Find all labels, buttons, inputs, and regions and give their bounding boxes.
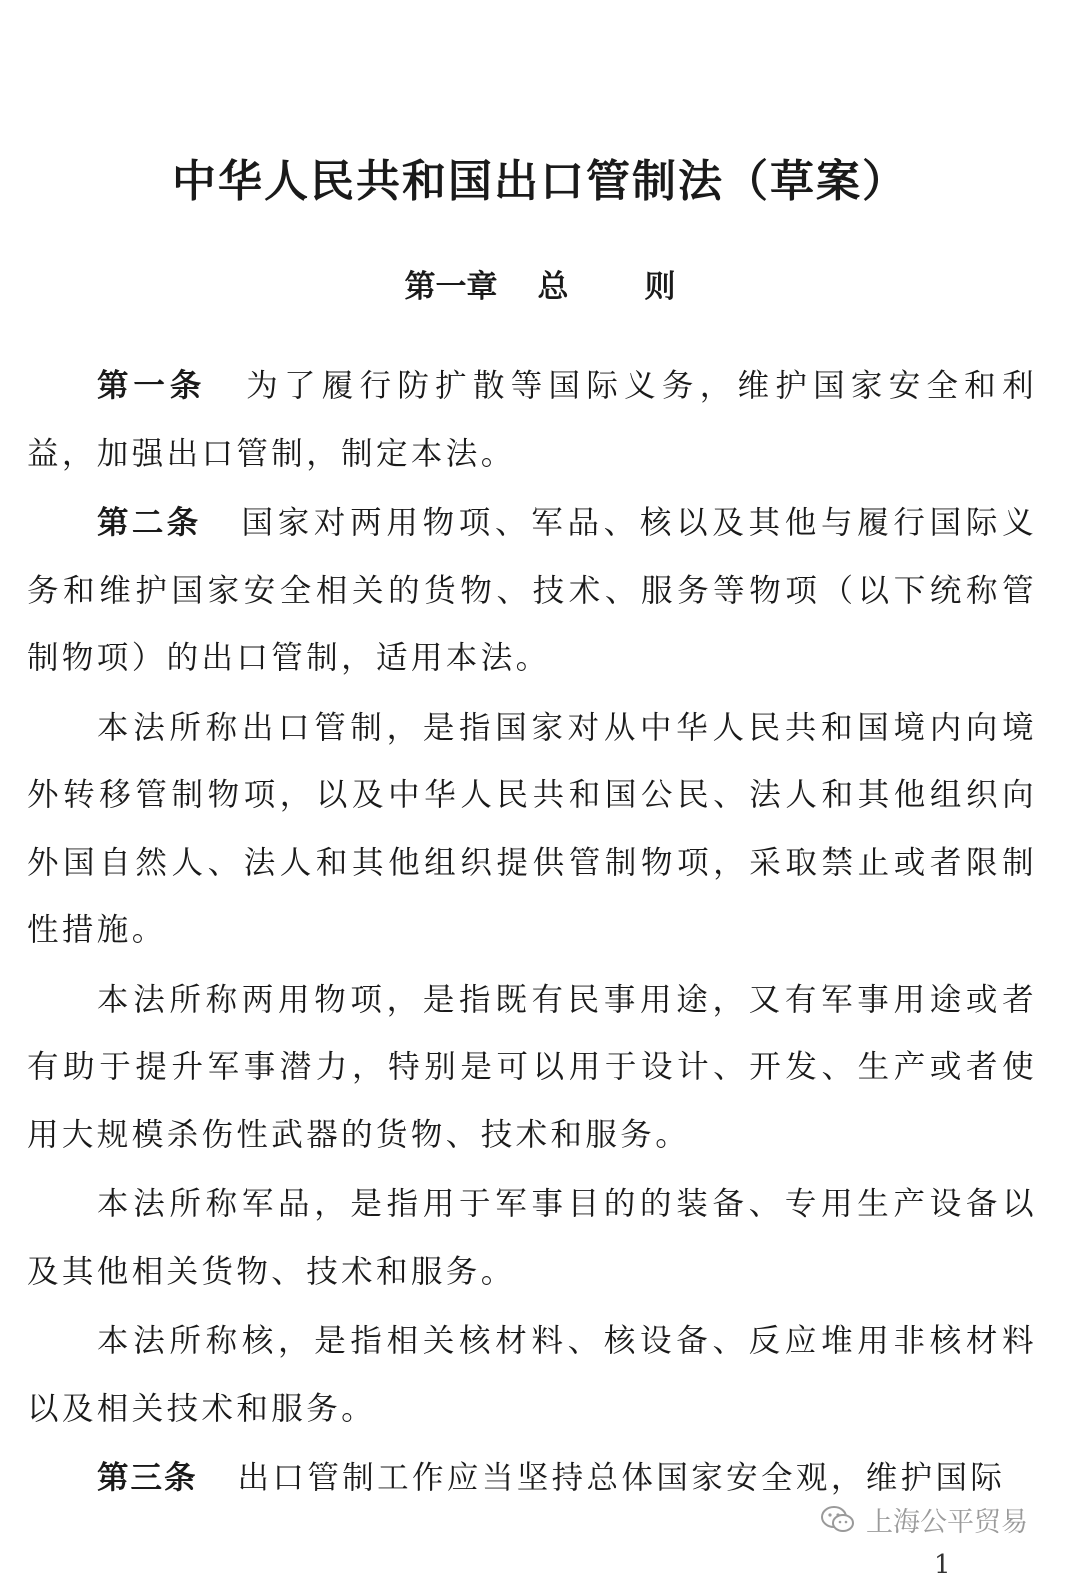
article-text: 为了履行防扩散等国际义务，维护国家安全和利益，加强出口管制，制定本法。 [27,368,1037,472]
article-label: 第三条 [97,1460,198,1496]
article-label: 第一条 [97,368,207,404]
paragraph-military-definition [27,1171,1037,1306]
article-label: 第二条 [97,505,202,541]
wechat-icon [820,1505,856,1535]
paragraph-text: 本法所称军品，是指用于军事目的的装备、专用生产设备以及其他相关货物、技术和服务。 [27,1186,1037,1290]
paragraph-nuclear-definition [27,1308,1037,1443]
paragraph-export-control-definition [27,695,1037,965]
paragraph-dual-use-definition [27,967,1037,1170]
chapter-name-part2: 则 [644,269,676,305]
chapter-heading [0,262,1080,312]
watermark [820,1500,1028,1539]
chapter-name-part1: 总 [537,269,569,305]
article-2 [27,490,1037,693]
watermark-text: 上海公平贸易 [866,1507,1028,1538]
paragraph-text: 本法所称核，是指相关核材料、核设备、反应堆用非核材料以及相关技术和服务。 [27,1323,1037,1427]
page-number: 1 [934,1550,951,1580]
body-text [27,353,1037,1515]
chapter-number: 第一章 [404,269,498,305]
document-title: 中华人民共和国出口管制法（草案） [172,156,908,207]
paragraph-text: 本法所称出口管制，是指国家对从中华人民共和国境内向境外转移管制物项，以及中华人民共和国公民、法人和其他组织向外国自然人、法人和其他组织提供管制物项，采取禁止或者限制性措施。 [27,709,1037,948]
paragraph-text: 本法所称两用物项，是指既有民事用途，又有军事用途或者有助于提升军事潜力，特别是可以用于设计、开发、生产或者使用大规模杀伤性武器的货物、技术和服务。 [27,981,1037,1153]
article-1 [27,353,1037,488]
article-text: 国家对两用物项、军品、核以及其他与履行国际义务和维护国家安全相关的货物、技术、服务等物项（以下统称管制物项）的出口管制，适用本法。 [27,505,1037,676]
article-text: 出口管制工作应当坚持总体国家安全观，维护国际 [237,1460,1006,1496]
